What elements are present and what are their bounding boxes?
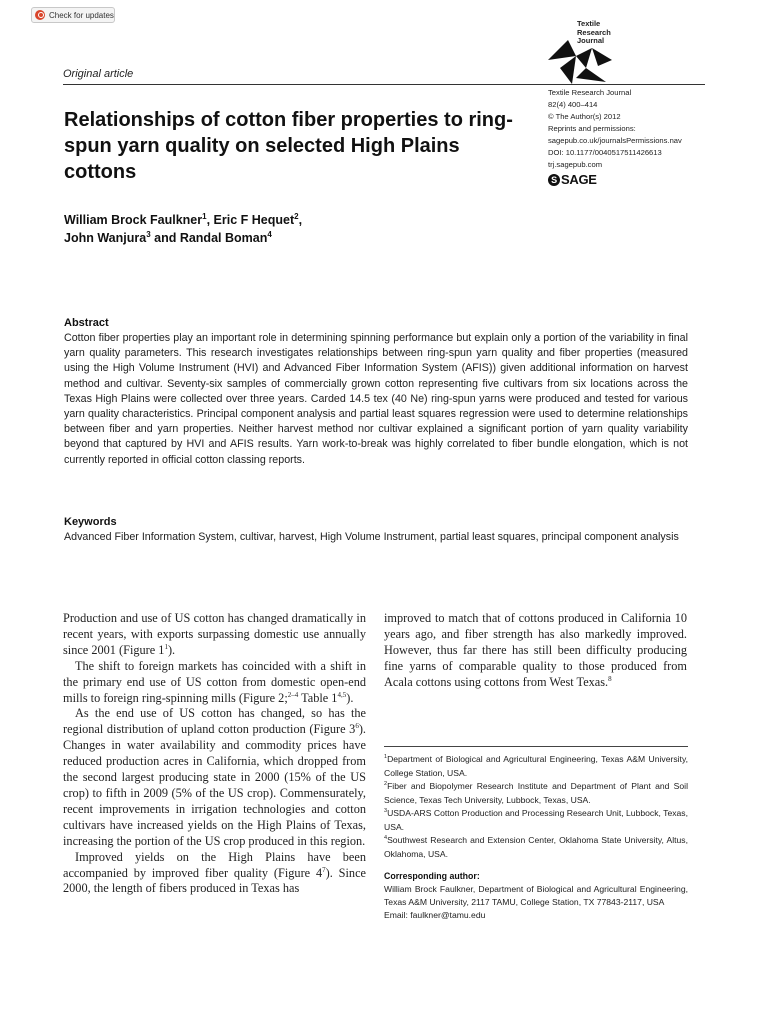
meta-copyright: © The Author(s) 2012	[548, 112, 621, 121]
footnote-number: 4	[384, 835, 388, 842]
body-text: The shift to foreign markets has coincided with a shift in the primary end use of US cotton from domestic open-end mills to foreign ring-spinning mills (Figure 2;	[63, 658, 366, 705]
footnote-item	[384, 780, 688, 807]
keywords-heading: Keywords	[64, 516, 117, 528]
body-paragraph	[63, 850, 366, 898]
journal-logo-mark-icon	[546, 38, 616, 86]
author-name: John Wanjura	[64, 231, 147, 245]
author-list	[64, 211, 394, 247]
publisher-name: SAGE	[561, 172, 597, 187]
citation[interactable]: 4,5	[337, 690, 347, 699]
meta-reprints: Reprints and permissions:	[548, 124, 636, 133]
corresponding-author-heading: Corresponding author:	[384, 871, 480, 881]
body-paragraph	[384, 611, 687, 691]
corresponding-author-address: William Brock Faulkner, Department of Biological and Agricultural Engineering, Texas A&M University, 2117 TAMU, College Station, TX 77843-2117, USA	[384, 884, 688, 908]
header-rule	[63, 84, 705, 85]
citation[interactable]: 6	[355, 722, 359, 731]
body-paragraph	[63, 659, 366, 707]
meta-site-link[interactable]: trj.sagepub.com	[548, 160, 603, 169]
footnote-item	[384, 834, 688, 861]
logo-line-2: Research	[577, 27, 611, 37]
footnote-text: Southwest Research and Extension Center, Oklahoma State University, Altus, Oklahoma, USA.	[384, 835, 688, 859]
body-text: ).	[167, 642, 176, 657]
citation[interactable]: 2–4	[287, 690, 299, 699]
body-text: ). Since 2000, the length of fibers produced in Texas has	[63, 865, 366, 896]
body-text: improved to match that of cottons produced in California 10 years ago, and fiber strength has also markedly improved. However, thus far there has still been difficulty producing fine yarns of comparable quality to those produced from Acala cottons using cottons from West Texas.	[384, 611, 687, 689]
check-for-updates-badge[interactable]	[31, 7, 115, 23]
body-text: Table 1	[298, 690, 338, 705]
article-type: Original article	[63, 68, 134, 80]
author-separator: ,	[298, 213, 303, 227]
meta-reprints-link[interactable]: sagepub.co.uk/journalsPermissions.nav	[548, 136, 682, 145]
paper-title: Relationships of cotton fiber properties to ring-spun yarn quality on selected High Plains cottons	[64, 109, 513, 183]
author-affiliation: 4	[267, 229, 272, 239]
footnote-number: 2	[384, 781, 388, 788]
body-paragraph	[63, 611, 366, 659]
author-name: Randal Boman	[179, 231, 268, 245]
author-affiliation: 2	[294, 211, 299, 221]
logo-line-1: Textile	[577, 19, 601, 28]
keywords-text: Advanced Fiber Information System, cultivar, harvest, High Volume Instrument, partial least squares, principal component analysis	[64, 531, 679, 543]
sage-logo-icon: S	[548, 174, 560, 186]
citation[interactable]: 7	[322, 865, 326, 874]
affiliation-footnotes	[384, 753, 688, 861]
footnote-item	[384, 753, 688, 780]
body-paragraph	[63, 706, 366, 849]
footnote-text: Fiber and Biopolymer Research Institute and Department of Plant and Soil Science, Texas Tech University, Lubbock, Texas, USA.	[384, 781, 688, 805]
corresponding-author-details	[384, 883, 688, 923]
footnote-text: USDA-ARS Cotton Production and Processing Research Unit, Lubbock, Texas, USA.	[384, 808, 688, 832]
check-updates-icon	[35, 10, 45, 20]
meta-volume: 82(4) 400–414	[548, 100, 598, 109]
body-column-right	[384, 611, 687, 691]
footnote-rule	[384, 746, 688, 747]
journal-metadata	[548, 87, 682, 171]
author-name: William Brock Faulkner	[64, 213, 203, 227]
citation[interactable]: 8	[608, 674, 612, 683]
body-text: ).	[346, 690, 354, 705]
logo-line-3: Journal	[577, 36, 605, 45]
body-text: As the end use of US cotton has changed, so has the regional distribution of upland cotton production (Figure 3	[63, 706, 366, 737]
footnote-text: Department of Biological and Agricultural Engineering, Texas A&M University, College Station, USA.	[384, 754, 688, 778]
author-name: Eric F Hequet	[213, 213, 295, 227]
abstract-heading: Abstract	[64, 317, 109, 329]
author-separator: and	[150, 231, 180, 245]
footnote-number: 3	[384, 808, 388, 815]
body-column-left	[63, 611, 366, 897]
abstract-text: Cotton fiber properties play an important role in determining spinning performance but explain only a portion of the variability in final yarn quality parameters. This research investigates relationships between ring-spun yarn quality and fiber properties (measured using the High Volume Instrument (HVI) and Advanced Fiber Information System (AFIS)) given additional information on harvest method and cultivar. Seventy-six samples of commercially grown cotton representing five cultivars from six locations across the Texas High Plains were collected over three years. Carded 14.5 tex (40 Ne) ring-spun yarns were produced and tested for various yarn quality characteristics. Principal component analysis and partial least squares regression were used to determine relationships between fiber and yarn properties. Neither harvest method nor cultivar explained a significant portion of yarn quality variability beyond that captured by HVI and AFIS results. Yarn work-to-break was highly correlated to fiber bundle elongation, which is not currently reported in official cotton classing reports.	[64, 332, 688, 466]
body-text: Production and use of US cotton has changed dramatically in recent years, with exports surpassing domestic use annually since 2001 (Figure 1	[63, 611, 366, 657]
footnote-item	[384, 807, 688, 834]
citation[interactable]: 1	[164, 642, 168, 651]
publisher-logo	[548, 172, 597, 187]
meta-journal: Textile Research Journal	[548, 88, 632, 97]
body-text: ). Changes in water availability and commodity prices have reduced production acres in California, which dropped from the second largest producing state in 2000 (15% of the US crop) to fifth in 2009 (5% of the US crop). Commensurately, recent improvements in irrigation technologies and cotton cultivars have increased yields on the High Plains of Texas, increasing the portion of the US crop produced in this region.	[63, 722, 366, 848]
author-separator: ,	[206, 213, 214, 227]
footnote-number: 1	[384, 754, 388, 761]
corresponding-author-email[interactable]: Email: faulkner@tamu.edu	[384, 910, 486, 921]
author-affiliation: 1	[202, 211, 207, 221]
author-affiliation: 3	[146, 229, 151, 239]
check-for-updates-label: Check for updates	[49, 10, 114, 20]
body-text: Improved yields on the High Plains have been accompanied by improved fiber quality (Figure 4	[63, 849, 366, 880]
meta-doi[interactable]: DOI: 10.1177/0040517511426613	[548, 148, 662, 157]
